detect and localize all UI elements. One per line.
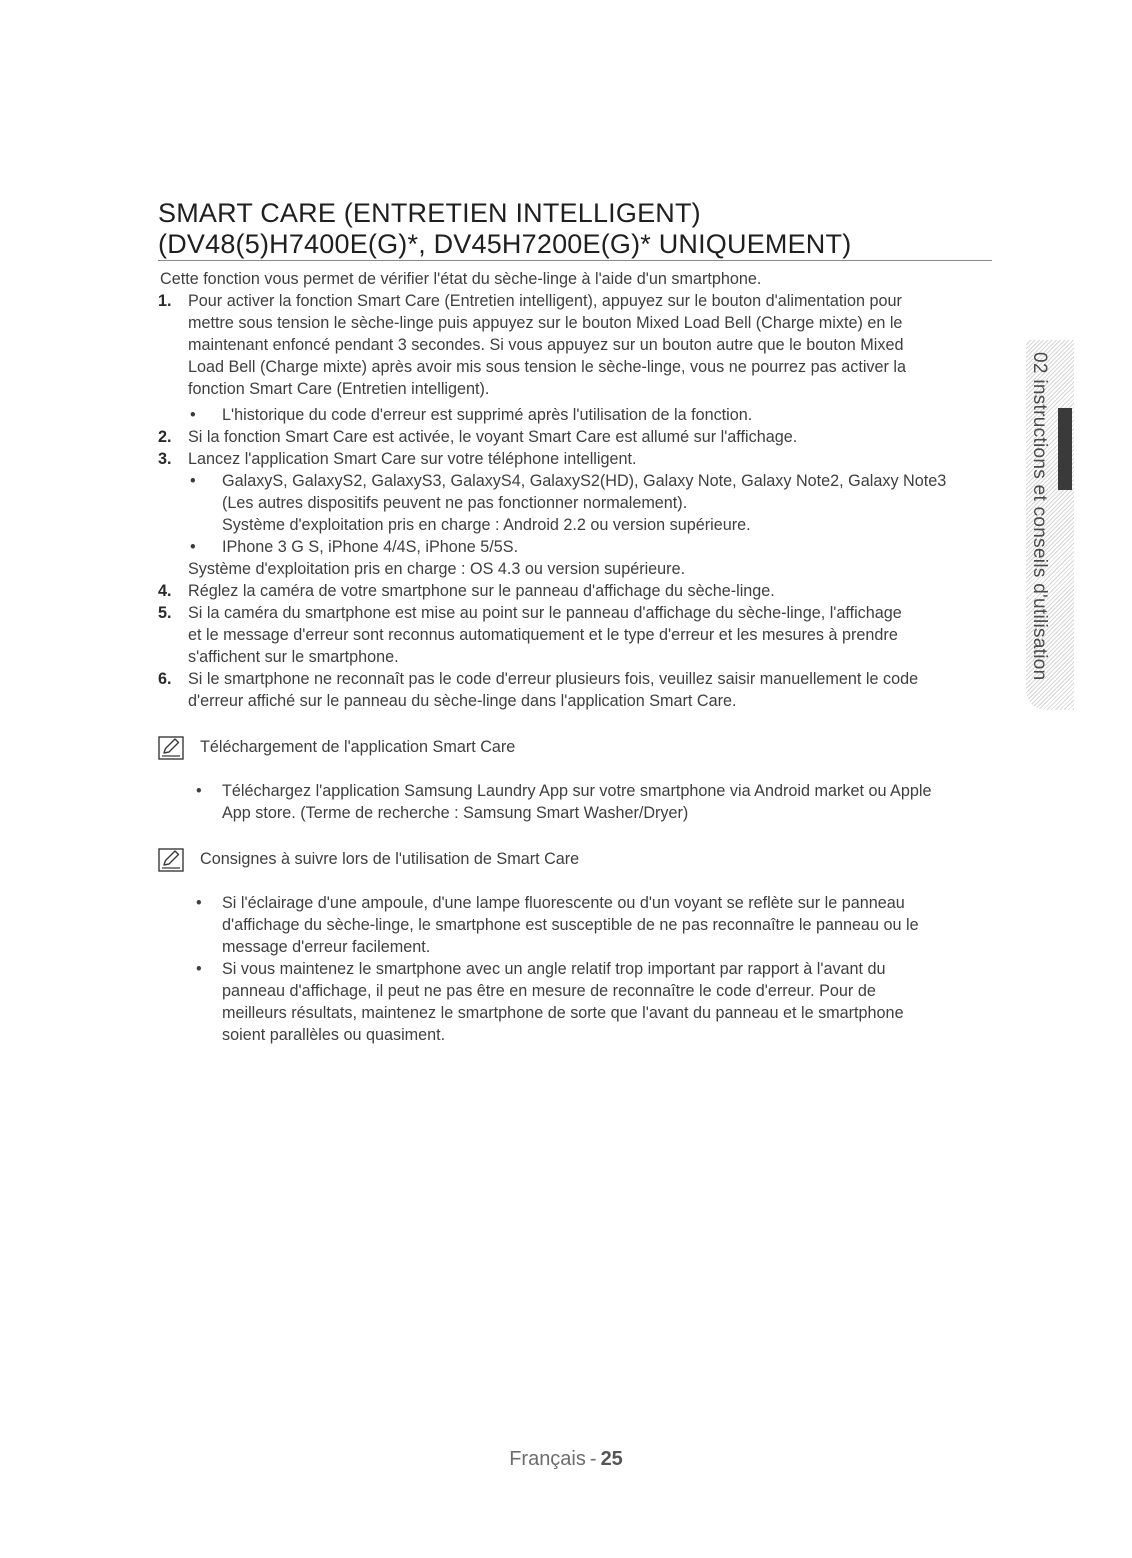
footer-separator: -: [589, 1448, 597, 1470]
note-pencil-icon: [158, 848, 184, 872]
note-heading-download: [158, 734, 992, 764]
intro-text: Cette fonction vous permet de vérifier l'état du sèche-linge à l'aide d'un smartphone.: [160, 270, 762, 288]
title-line-2: (DV48(5)H7400E(G)*, DV45H7200E(G)* UNIQUEMENT): [158, 229, 852, 259]
step-text: Si la fonction Smart Care est activée, le voyant Smart Care est allumé sur l'affichage.: [188, 428, 798, 446]
bullet-text: IPhone 3 G S, iPhone 4/4S, iPhone 5/5S.: [222, 538, 519, 556]
step-6: [158, 668, 992, 712]
bullet-line: Téléchargez l'application Samsung Laundry App sur votre smartphone via Android market ou Apple: [222, 782, 932, 800]
note-2-bullet-1: [158, 892, 992, 958]
bullet-line: GalaxyS, GalaxyS2, GalaxyS3, GalaxyS4, GalaxyS2(HD), Galaxy Note, Galaxy Note2, Galaxy Note3: [222, 472, 947, 490]
bullet-text: L'historique du code d'erreur est supprimé après l'utilisation de la fonction.: [222, 406, 753, 424]
step-3-os-line: Système d'exploitation pris en charge : OS 4.3 ou version supérieure.: [188, 560, 686, 578]
step-number: 4.: [158, 582, 172, 600]
step-line: Pour activer la fonction Smart Care (Entretien intelligent), appuyez sur le bouton d'alimentation pour: [188, 292, 902, 310]
bullet-line: Système d'exploitation pris en charge : Android 2.2 ou version supérieure.: [222, 516, 751, 534]
bullet-line: App store. (Terme de recherche : Samsung Smart Washer/Dryer): [222, 804, 689, 822]
step-text: Lancez l'application Smart Care sur votre téléphone intelligent.: [188, 450, 637, 468]
note-heading-usage: [158, 846, 992, 876]
footer-language: Français: [509, 1448, 586, 1470]
step-1-bullet: [158, 404, 992, 426]
chapter-tab-label: 02 instructions et conseils d'utilisation: [1029, 352, 1050, 681]
step-3-bullet-android: [158, 470, 992, 536]
chapter-tab-marker: [1058, 408, 1072, 490]
page-number: 25: [600, 1448, 623, 1470]
page-footer: [0, 1448, 1132, 1471]
step-line: mettre sous tension le sèche-linge puis appuyez sur le bouton Mixed Load Bell (Charge mixte) en le: [188, 314, 903, 332]
main-content: [158, 268, 992, 1046]
bullet-line: Si l'éclairage d'une ampoule, d'une lampe fluorescente ou d'un voyant se reflète sur le panneau: [222, 894, 905, 912]
bullet-line: message d'erreur facilement.: [222, 938, 431, 956]
step-line: s'affichent sur le smartphone.: [188, 648, 399, 666]
step-2: [158, 426, 992, 448]
note-2-bullet-2: [158, 958, 992, 1046]
step-number: 6.: [158, 670, 172, 688]
step-1: [158, 290, 992, 400]
bullet-line: (Les autres dispositifs peuvent ne pas fonctionner normalement).: [222, 494, 688, 512]
step-line: fonction Smart Care (Entretien intelligent).: [188, 380, 490, 398]
bullet-icon: •: [190, 472, 196, 490]
step-text: Réglez la caméra de votre smartphone sur le panneau d'affichage du sèche-linge.: [188, 582, 775, 600]
title-line-1: SMART CARE (ENTRETIEN INTELLIGENT): [158, 198, 701, 228]
bullet-icon: •: [190, 538, 196, 556]
bullet-line: meilleurs résultats, maintenez le smartphone de sorte que l'avant du panneau et le smartphone: [222, 1004, 904, 1022]
step-line: maintenant enfoncé pendant 3 secondes. Si vous appuyez sur un bouton autre que le bouton Mixed: [188, 336, 904, 354]
step-line: d'erreur affiché sur le panneau du sèche-linge dans l'application Smart Care.: [188, 692, 737, 710]
bullet-icon: •: [190, 406, 196, 424]
note-1-bullet: [158, 780, 992, 824]
step-line: Si la caméra du smartphone est mise au point sur le panneau d'affichage du sèche-linge, l'affichage: [188, 604, 902, 622]
note-heading-text: Consignes à suivre lors de l'utilisation de Smart Care: [200, 850, 580, 868]
bullet-line: d'affichage du sèche-linge, le smartphone est susceptible de ne pas reconnaître le panneau ou le: [222, 916, 919, 934]
step-5: [158, 602, 992, 668]
step-number: 3.: [158, 450, 172, 468]
step-number: 5.: [158, 604, 172, 622]
bullet-line: soient parallèles ou quasiment.: [222, 1026, 446, 1044]
bullet-icon: •: [196, 782, 202, 800]
bullet-line: panneau d'affichage, il peut ne pas être en mesure de reconnaître le code d'erreur. Pour de: [222, 982, 876, 1000]
step-line: et le message d'erreur sont reconnus automatiquement et le type d'erreur et les mesures à prendre: [188, 626, 898, 644]
note-heading-text: Téléchargement de l'application Smart Care: [200, 738, 516, 756]
bullet-line: Si vous maintenez le smartphone avec un angle relatif trop important par rapport à l'avant du: [222, 960, 886, 978]
step-line: Load Bell (Charge mixte) après avoir mis sous tension le sèche-linge, vous ne pourrez pas activer la: [188, 358, 906, 376]
note-pencil-icon: [158, 736, 184, 760]
step-number: 1.: [158, 292, 172, 310]
bullet-icon: •: [196, 960, 202, 978]
bullet-icon: •: [196, 894, 202, 912]
step-3: [158, 448, 992, 470]
step-3-bullet-iphone: [158, 536, 992, 558]
step-line: Si le smartphone ne reconnaît pas le code d'erreur plusieurs fois, veuillez saisir manuellement le code: [188, 670, 919, 688]
step-4: [158, 580, 992, 602]
step-number: 2.: [158, 428, 172, 446]
page-title: [158, 198, 992, 261]
